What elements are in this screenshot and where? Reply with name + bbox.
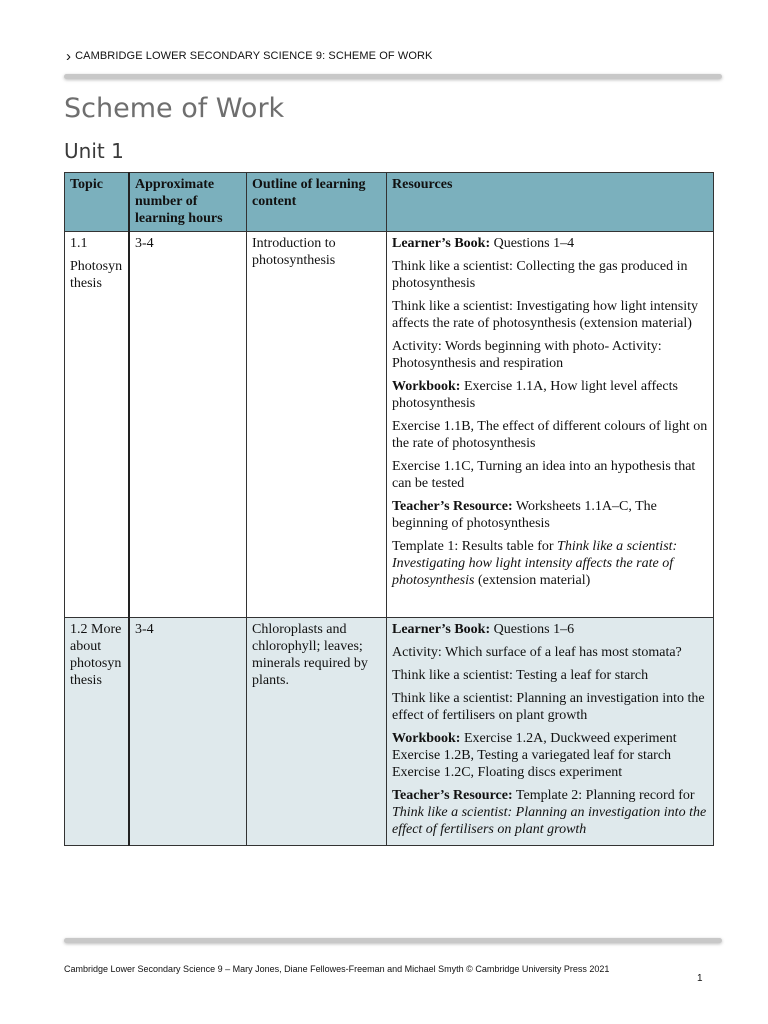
resource-text: Think like a scientist: Planning an investigation into the effect of fertilisers on plant growth — [392, 691, 705, 723]
resource-entry — [392, 298, 708, 332]
resource-entry — [392, 418, 708, 452]
topic-name: Photosyn thesis — [70, 259, 123, 291]
resource-entry — [392, 787, 708, 838]
outline-cell: Introduction to photosynthesis — [247, 232, 387, 618]
hours-cell: 3-4 — [129, 618, 247, 846]
resource-text: Exercise 1.1C, Turning an idea into an hypothesis that can be tested — [392, 459, 696, 491]
resource-text: Think like a scientist: Collecting the gas produced in photosynthesis — [392, 259, 688, 291]
resources-cell — [387, 618, 714, 846]
topic-cell — [65, 618, 130, 846]
resource-text: Think like a scientist: Testing a leaf for starch — [392, 668, 649, 683]
header-divider — [64, 74, 722, 79]
resource-label: Teacher’s Resource: — [392, 788, 513, 803]
resource-text: Exercise 1.2A, Duckweed experiment Exercise 1.2B, Testing a variegated leaf for starch Exercise 1.2C, Floating discs experiment — [392, 731, 677, 780]
resource-entry — [392, 235, 708, 252]
unit-heading: Unit 1 — [64, 139, 124, 163]
resource-text: Worksheets 1.1A–C, The beginning of photosynthesis — [392, 499, 657, 531]
resource-text: (extension material) — [474, 573, 591, 588]
topic-number: 1.1 — [70, 236, 88, 251]
scheme-table — [64, 172, 714, 846]
resource-entry — [392, 621, 708, 638]
header-resources: Resources — [387, 173, 714, 232]
chevron-right-icon: › — [66, 47, 72, 65]
resource-text: Activity: Words beginning with photo- Activity: Photosynthesis and respiration — [392, 339, 662, 371]
resource-entry — [392, 538, 708, 589]
footer-credit: Cambridge Lower Secondary Science 9 – Mary Jones, Diane Fellowes-Freeman and Michael Smyth © Cambridge University Press 2021 — [64, 964, 610, 974]
resource-entry — [392, 667, 708, 684]
resource-entry — [392, 690, 708, 724]
running-header — [66, 47, 433, 65]
page-title: Scheme of Work — [64, 93, 285, 124]
resource-text: Questions 1–4 — [490, 236, 575, 251]
resource-entry — [392, 498, 708, 532]
resource-label: Learner’s Book: — [392, 236, 491, 251]
table-row — [65, 232, 714, 618]
table-header-row — [65, 173, 714, 232]
resource-label: Teacher’s Resource: — [392, 499, 513, 514]
topic-cell — [65, 232, 130, 618]
resource-text: Template 1: Results table for — [392, 539, 558, 554]
resource-label: Learner’s Book: — [392, 622, 491, 637]
resource-text: Activity: Which surface of a leaf has most stomata? — [392, 645, 682, 660]
hours-cell: 3-4 — [129, 232, 247, 618]
resource-text: Think like a scientist: Planning an investigation into the effect of fertilisers on plant growth — [392, 805, 707, 837]
resource-entry — [392, 730, 708, 781]
page-number: 1 — [697, 973, 703, 984]
table-row — [65, 618, 714, 846]
resource-text: Questions 1–6 — [490, 622, 575, 637]
resource-text: Think like a scientist: Investigating how light intensity affects the rate of photosynthesis (extension material) — [392, 299, 699, 331]
resource-text: Exercise 1.1A, How light level affects photosynthesis — [392, 379, 678, 411]
resource-label: Workbook: — [392, 379, 461, 394]
footer-divider — [64, 938, 722, 943]
running-title: CAMBRIDGE LOWER SECONDARY SCIENCE 9: SCHEME OF WORK — [75, 50, 433, 62]
resource-entry — [392, 644, 708, 661]
header-outline: Outline of learning content — [247, 173, 387, 232]
topic-name: 1.2 More about photosyn thesis — [70, 622, 122, 688]
resource-label: Workbook: — [392, 731, 461, 746]
resource-entry — [392, 458, 708, 492]
resources-cell — [387, 232, 714, 618]
resource-text: Exercise 1.1B, The effect of different colours of light on the rate of photosynthesis — [392, 419, 708, 451]
header-hours: Approximate number of learning hours — [129, 173, 247, 232]
resource-entry — [392, 338, 708, 372]
resource-text: Think like a scientist: Investigating how light intensity affects the rate of photosynthesis — [392, 539, 678, 588]
header-topic: Topic — [65, 173, 130, 232]
resource-entry — [392, 378, 708, 412]
resource-entry — [392, 258, 708, 292]
outline-cell: Chloroplasts and chlorophyll; leaves; minerals required by plants. — [247, 618, 387, 846]
resource-text: Template 2: Planning record for — [512, 788, 695, 803]
